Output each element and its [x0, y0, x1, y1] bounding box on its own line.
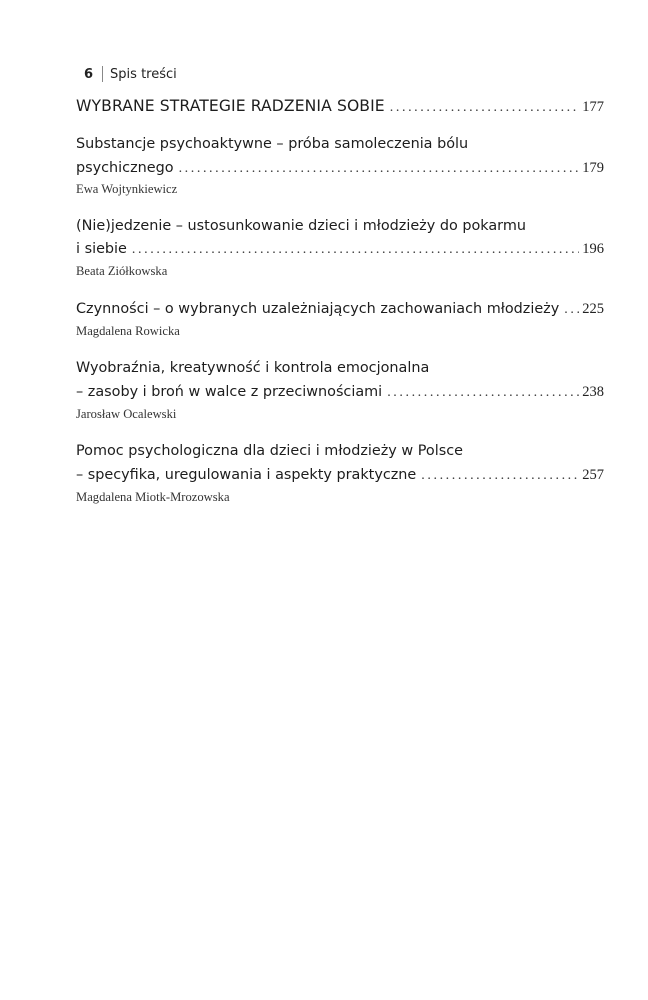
- entry-author: Beata Ziółkowska: [76, 264, 168, 278]
- header-divider: [102, 66, 103, 82]
- toc-entry-5-line1[interactable]: [76, 443, 604, 459]
- dot-leader: [387, 385, 579, 401]
- entry-author: Jarosław Ocalewski: [76, 407, 177, 421]
- entry-title: (Nie)jedzenie – ustosunkowanie dzieci i młodzieży do pokarmu: [76, 218, 526, 234]
- entry-title: psychicznego: [76, 160, 174, 176]
- entry-page: 196: [582, 241, 604, 257]
- entry-title: – zasoby i broń w walce z przeciwnościami: [76, 384, 383, 400]
- toc-section-heading[interactable]: [76, 97, 604, 116]
- page-number: 6: [84, 66, 94, 82]
- toc-entry-2-line1[interactable]: [76, 218, 604, 234]
- toc-entry-3-line1[interactable]: [76, 301, 604, 318]
- toc-entry-4-line2[interactable]: [76, 384, 604, 401]
- entry-author: Ewa Wojtynkiewicz: [76, 182, 178, 196]
- toc-entry-5-line2[interactable]: [76, 467, 604, 484]
- toc-entry-4-line1[interactable]: [76, 360, 604, 376]
- dot-leader: [421, 468, 579, 484]
- toc-entry-1-line1[interactable]: [76, 136, 604, 152]
- section-title: WYBRANE STRATEGIE RADZENIA SOBIE: [76, 97, 385, 115]
- entry-title: – specyfika, uregulowania i aspekty praktyczne: [76, 467, 417, 483]
- entry-page: 225: [582, 301, 604, 317]
- dot-leader: [390, 100, 579, 116]
- entry-page: 179: [582, 160, 604, 176]
- running-head-title: Spis treści: [110, 66, 177, 82]
- dot-leader: [132, 242, 579, 258]
- entry-title: i siebie: [76, 241, 127, 257]
- entry-title: Substancje psychoaktywne – próba samoleczenia bólu: [76, 136, 469, 152]
- toc-entry-2-line2[interactable]: [76, 241, 604, 258]
- entry-title: Pomoc psychologiczna dla dzieci i młodzieży w Polsce: [76, 443, 463, 459]
- entry-author: Magdalena Rowicka: [76, 324, 180, 338]
- section-page: 177: [582, 99, 604, 115]
- entry-title: Czynności – o wybranych uzależniających zachowaniach młodzieży: [76, 301, 560, 317]
- entry-title: Wyobraźnia, kreatywność i kontrola emocjonalna: [76, 360, 430, 376]
- toc-entry-1-line2[interactable]: [76, 160, 604, 177]
- entry-page: 238: [582, 384, 604, 400]
- dot-leader: [564, 302, 579, 318]
- entry-author: Magdalena Miotk-Mrozowska: [76, 490, 230, 504]
- running-head: [84, 66, 177, 82]
- dot-leader: [179, 161, 580, 177]
- entry-page: 257: [582, 467, 604, 483]
